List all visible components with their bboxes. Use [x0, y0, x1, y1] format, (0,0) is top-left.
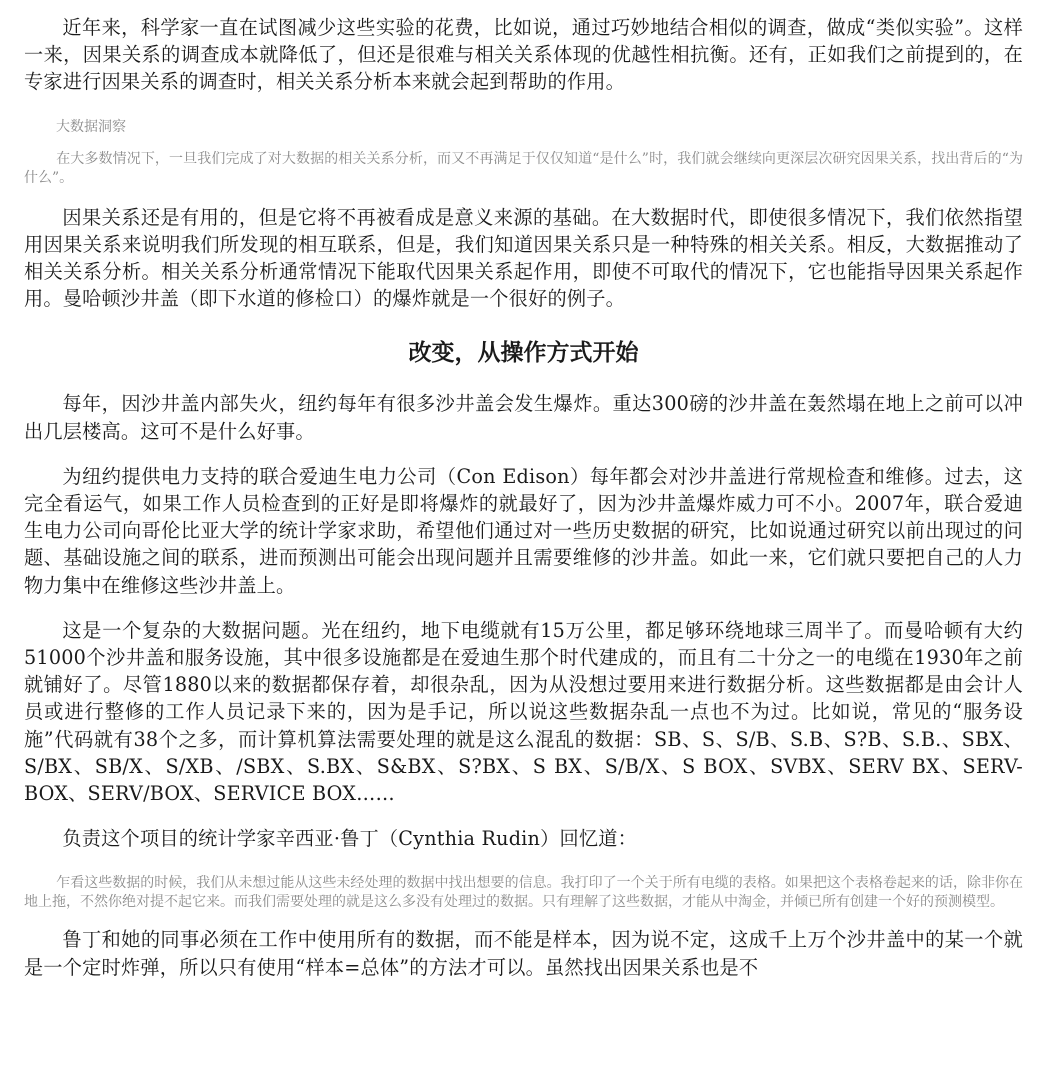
- section-heading: 改变，从操作方式开始: [408, 339, 639, 367]
- body-paragraph: 负责这个项目的统计学家辛西亚·鲁丁（Cynthia Rudin）回忆道：: [62, 827, 638, 851]
- insight-box-text: 在大多数情况下，一旦我们完成了对大数据的相关关系分析，而又不再满足于仅仅知道“是什么”时，我们就会继续向更深层次研究因果关系，找出背后的“为什么”。: [24, 150, 1023, 186]
- body-paragraph: 近年来，科学家一直在试图减少这些实验的花费，比如说，通过巧妙地结合相似的调查，做成“类似实验”。这样一来，因果关系的调查成本就降低了，但还是很难与相关关系体现的优越性相抗衡。还有，正如我们之前提到的，在专家进行因果关系的调查时，相关关系分析本来就会起到帮助的作用。: [24, 16, 1023, 94]
- quote-block: 乍看这些数据的时候，我们从未想过能从这些未经处理的数据中找出想要的信息。我打印了一个关于所有电缆的表格。如果把这个表格卷起来的话，除非你在地上拖，不然你绝对提不起它来。而我们需要处理的就是这么多没有处理过的数据。只有理解了这些数据，才能从中淘金，并倾已所有创建一个好的预测模型。: [24, 875, 1023, 911]
- body-paragraph: 这是一个复杂的大数据问题。光在纽约，地下电缆就有15万公里，都足够环绕地球三周半了。而曼哈顿有大约51000个沙井盖和服务设施，其中很多设施都是在爱迪生那个时代建成的，而且有二十分之一的电缆在1930年之前就铺好了。尽管1880以来的数据都保存着，却很杂乱，因为从没想过要用来进行数据分析。这些数据都是由会计人员或进行整修的工作人员记录下来的，因为是手记，所以说这些数据杂乱一点也不为过。比如说，常见的“服务设施”代码就有38个之多，而计算机算法需要处理的就是这么混乱的数据：SB、S、S/B、S.B、S?B、S.B.、SBX、S/BX、SB/X、S/XB、/SBX、S.BX、S&BX、S?BX、S BX、S/B/X、S BOX、SVBX、SERV BX、SERV-BOX、SERV/BOX、SERVICE BOX……: [24, 618, 1023, 806]
- body-paragraph: 因果关系还是有用的，但是它将不再被看成是意义来源的基础。在大数据时代，即使很多情况下，我们依然指望用因果关系来说明我们所发现的相互联系，但是，我们知道因果关系只是一种特殊的相关关系。相反，大数据推动了相关关系分析。相关关系分析通常情况下能取代因果关系起作用，即使不可取代的情况下，它也能指导因果关系起作用。曼哈顿沙井盖（即下水道的修检口）的爆炸就是一个很好的例子。: [24, 205, 1023, 311]
- body-paragraph: 鲁丁和她的同事必须在工作中使用所有的数据，而不能是样本，因为说不定，这成千上万个沙井盖中的某一个就是一个定时炸弹，所以只有使用“样本=总体”的方法才可以。虽然找出因果关系也是不: [24, 928, 1023, 979]
- insight-box-title: 大数据洞察: [56, 118, 126, 135]
- insight-box: [24, 118, 1023, 188]
- body-paragraph: 每年，因沙井盖内部失火，纽约每年有很多沙井盖会发生爆炸。重达300磅的沙井盖在轰然塌在地上之前可以冲出几层楼高。这可不是什么好事。: [24, 392, 1023, 443]
- body-paragraph: 为纽约提供电力支持的联合爱迪生电力公司（Con Edison）每年都会对沙井盖进行常规检查和维修。过去，这完全看运气，如果工作人员检查到的正好是即将爆炸的就最好了，因为沙井盖爆炸威力可不小。2007年，联合爱迪生电力公司向哥伦比亚大学的统计学家求助，希望他们通过对一些历史数据的研究，比如说通过研究以前出现过的问题、基础设施之间的联系，进而预测出可能会出现问题并且需要维修的沙井盖。如此一来，它们就只要把自己的人力物力集中在维修这些沙井盖上。: [24, 464, 1023, 597]
